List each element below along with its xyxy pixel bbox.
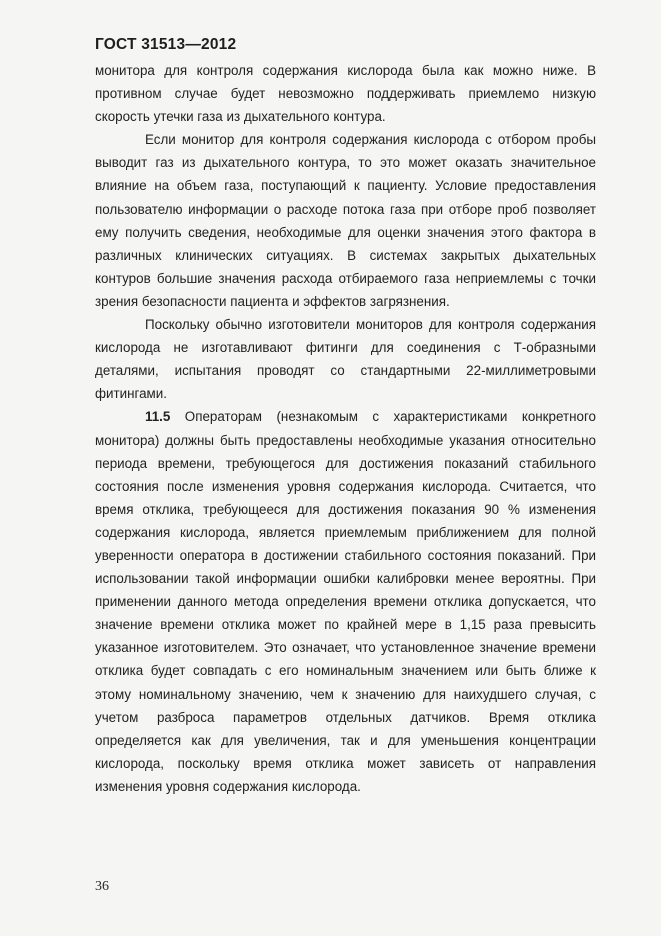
- paragraph-clause-11-5: [95, 405, 596, 798]
- paragraph-continuation: монитора для контроля содержания кислорода была как можно ниже. В противном случае будет невозможно поддерживать приемлемо низкую скорость утечки газа из дыхательного контура.: [95, 63, 596, 125]
- paragraph-sampling-monitor: Если монитор для контроля содержания кислорода с отбором пробы выводит газ из дыхательного контура, то это может оказать значительное влияние на объем газа, поступающий к пациенту. Условие предоставления пользователю информации о расходе потока газа при отборе проб позволяет ему получить сведения, необходимые для оценки значения этого фактора в различных клинических ситуациях. В системах закрытых дыхательных контуров большие значения расхода отбираемого газа неприемлемы с точки зрения безопасности пациента и эффектов загрязнения.: [95, 132, 596, 309]
- clause-number: 11.5: [145, 409, 171, 425]
- paragraph-fittings: Поскольку обычно изготовители мониторов для контроля содержания кислорода не изготавливают фитинги для соединения с Т-образными деталями, испытания проводят со стандартными 22-миллиметровыми фитингами.: [95, 317, 596, 402]
- page-number: 36: [95, 879, 109, 894]
- clause-text: Операторам (незнакомым с характеристиками конкретного монитора) должны быть предоставлены необходимые указания относительно периода времени, требующегося для достижения показаний стабильного состояния после изменения уровня содержания кислорода. Считается, что время отклика, требующееся для достижения показания 90 % изменения содержания кислорода, является приемлемым приближением для полной уверенности оператора в достижении стабильного состояния показаний. При использовании такой информации ошибки калибровки менее вероятны. При применении данного метода определения времени отклика допускается, что значение времени отклика может по крайней мере в 1,15 раза превысить указанное изготовителем. Это означает, что установленное значение времени отклика будет совпадать с его номинальным значением или быть ближе к этому номинальному значению, чем к значению для наихудшего случая, с учетом разброса параметров отдельных датчиков. Время отклика определяется как для увеличения, так и для уменьшения концентрации кислорода, поскольку время отклика может зависеть от направления изменения уровня содержания кислорода.: [95, 409, 596, 794]
- document-header: ГОСТ 31513—2012: [95, 36, 237, 53]
- body-text: [95, 59, 596, 798]
